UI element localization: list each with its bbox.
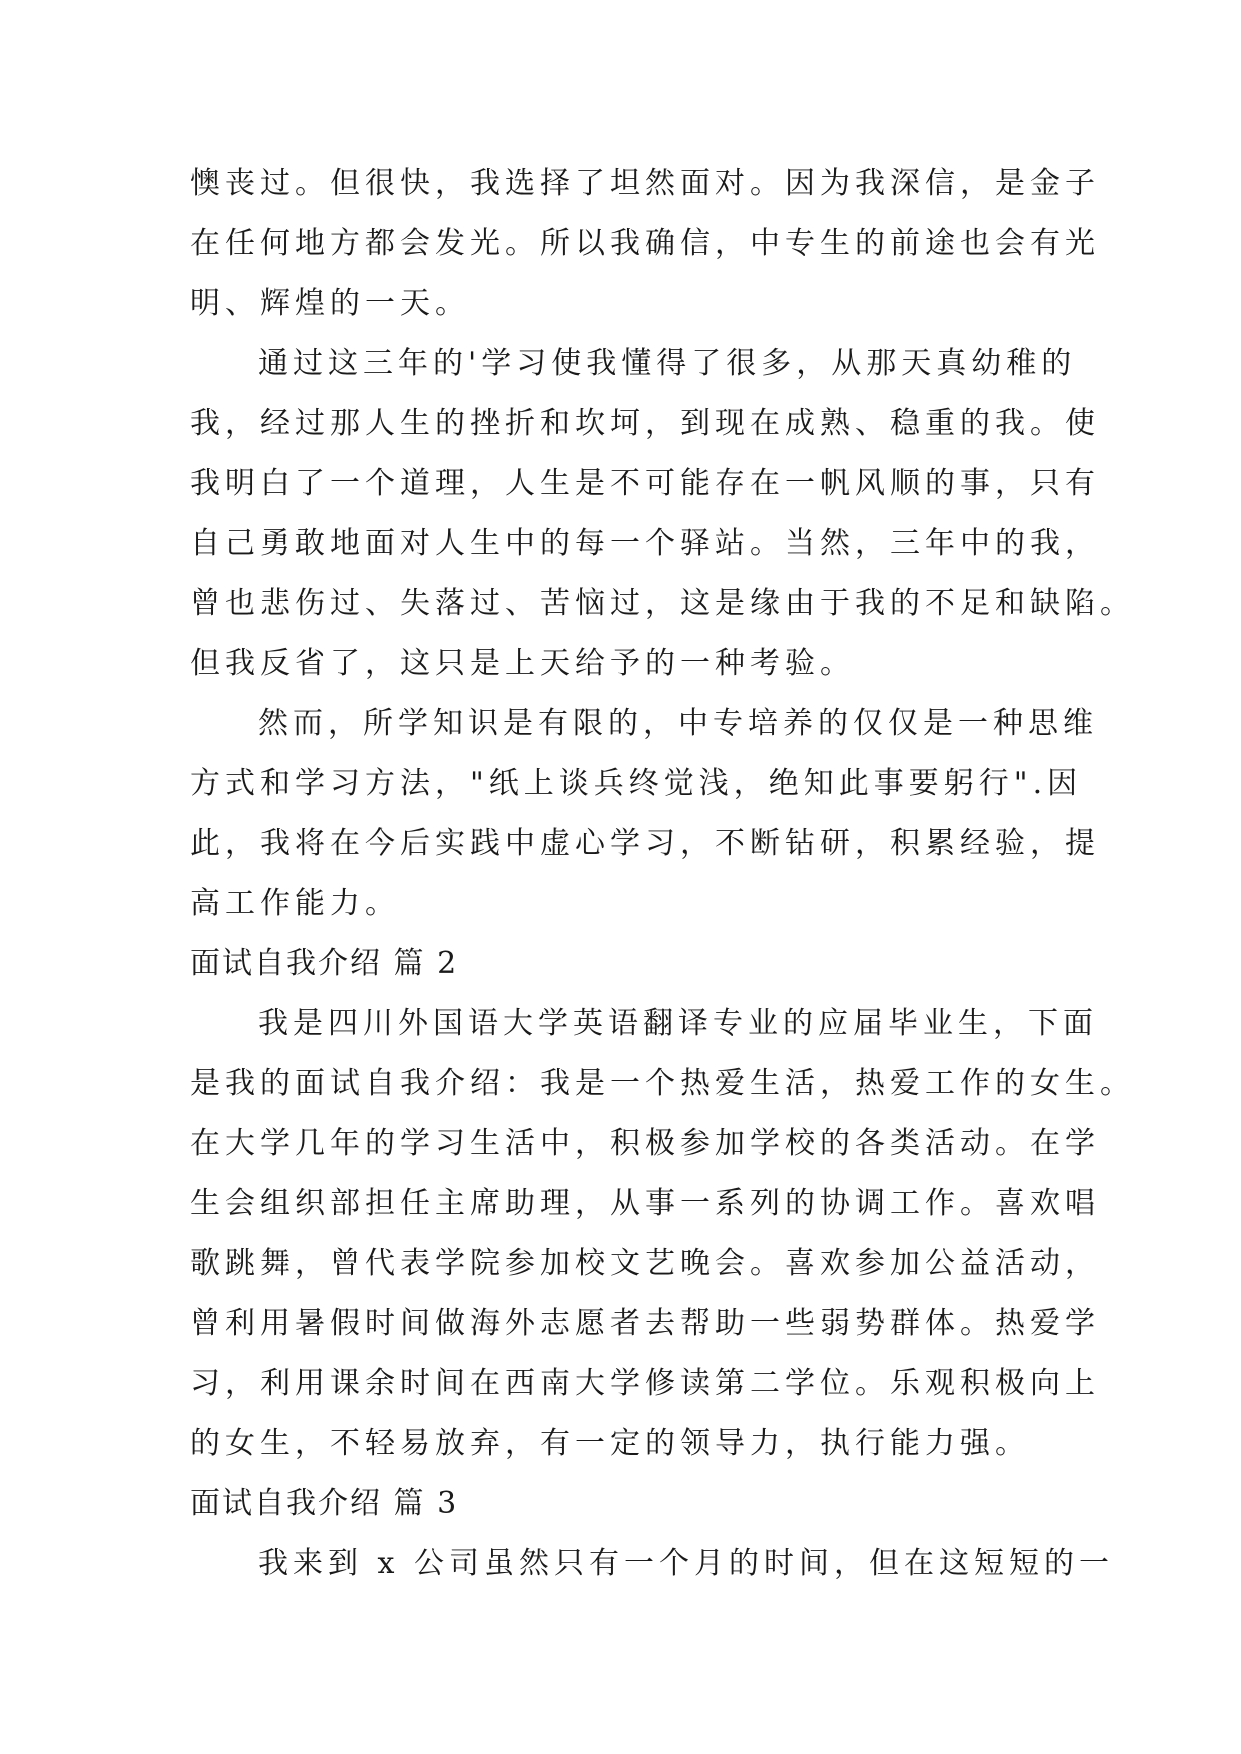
paragraph-line: 我明白了一个道理，人生是不可能存在一帆风顺的事，只有 — [190, 466, 1100, 501]
paragraph-line: 我是四川外国语大学英语翻译专业的应届毕业生，下面 — [258, 1006, 1098, 1041]
paragraph-line: 但我反省了，这只是上天给予的一种考验。 — [190, 646, 855, 681]
paragraph-line: 明、辉煌的一天。 — [190, 286, 470, 321]
paragraph-line: 方式和学习方法，"纸上谈兵终觉浅，绝知此事要躬行".因 — [190, 766, 1083, 801]
paragraph-line: 在任何地方都会发光。所以我确信，中专生的前途也会有光 — [190, 226, 1100, 261]
heading-text: 面试自我介绍 篇 2 — [190, 946, 459, 981]
section-heading — [190, 934, 1070, 994]
paragraph-line: 高工作能力。 — [190, 886, 400, 921]
paragraph-line: 此，我将在今后实践中虚心学习，不断钻研，积累经验，提 — [190, 826, 1100, 861]
paragraph — [190, 694, 1100, 934]
heading-text: 面试自我介绍 篇 3 — [190, 1486, 459, 1521]
paragraph-line: 歌跳舞，曾代表学院参加校文艺晚会。喜欢参加公益活动， — [190, 1246, 1100, 1281]
paragraph-line: 曾利用暑假时间做海外志愿者去帮助一些弱势群体。热爱学 — [190, 1306, 1100, 1341]
paragraph-line: 我，经过那人生的挫折和坎坷，到现在成熟、稳重的我。使 — [190, 406, 1100, 441]
paragraph-line: 通过这三年的'学习使我懂得了很多，从那天真幼稚的 — [258, 346, 1077, 381]
paragraph — [190, 334, 1135, 694]
paragraph-line: 是我的面试自我介绍：我是一个热爱生活，热爱工作的女生。 — [190, 1066, 1135, 1101]
paragraph-line: 曾也悲伤过、失落过、苦恼过，这是缘由于我的不足和缺陷。 — [190, 586, 1135, 621]
paragraph-line: 习，利用课余时间在西南大学修读第二学位。乐观积极向上 — [190, 1366, 1100, 1401]
document-body — [190, 154, 1135, 1594]
paragraph-line: 在大学几年的学习生活中，积极参加学校的各类活动。在学 — [190, 1126, 1100, 1161]
paragraph-line: 然而，所学知识是有限的，中专培养的仅仅是一种思维 — [258, 706, 1098, 741]
paragraph-line: 懊丧过。但很快，我选择了坦然面对。因为我深信，是金子 — [190, 166, 1100, 201]
paragraph-line: 生会组织部担任主席助理，从事一系列的协调工作。喜欢唱 — [190, 1186, 1100, 1221]
paragraph-line: 自己勇敢地面对人生中的每一个驿站。当然，三年中的我， — [190, 526, 1100, 561]
paragraph-line: 的女生，不轻易放弃，有一定的领导力，执行能力强。 — [190, 1426, 1030, 1461]
paragraph — [190, 154, 1100, 334]
paragraph-line: 我来到 x 公司虽然只有一个月的时间，但在这短短的一 — [258, 1546, 1114, 1581]
section-heading — [190, 1474, 1070, 1534]
paragraph — [190, 1534, 1114, 1594]
paragraph — [190, 994, 1135, 1474]
